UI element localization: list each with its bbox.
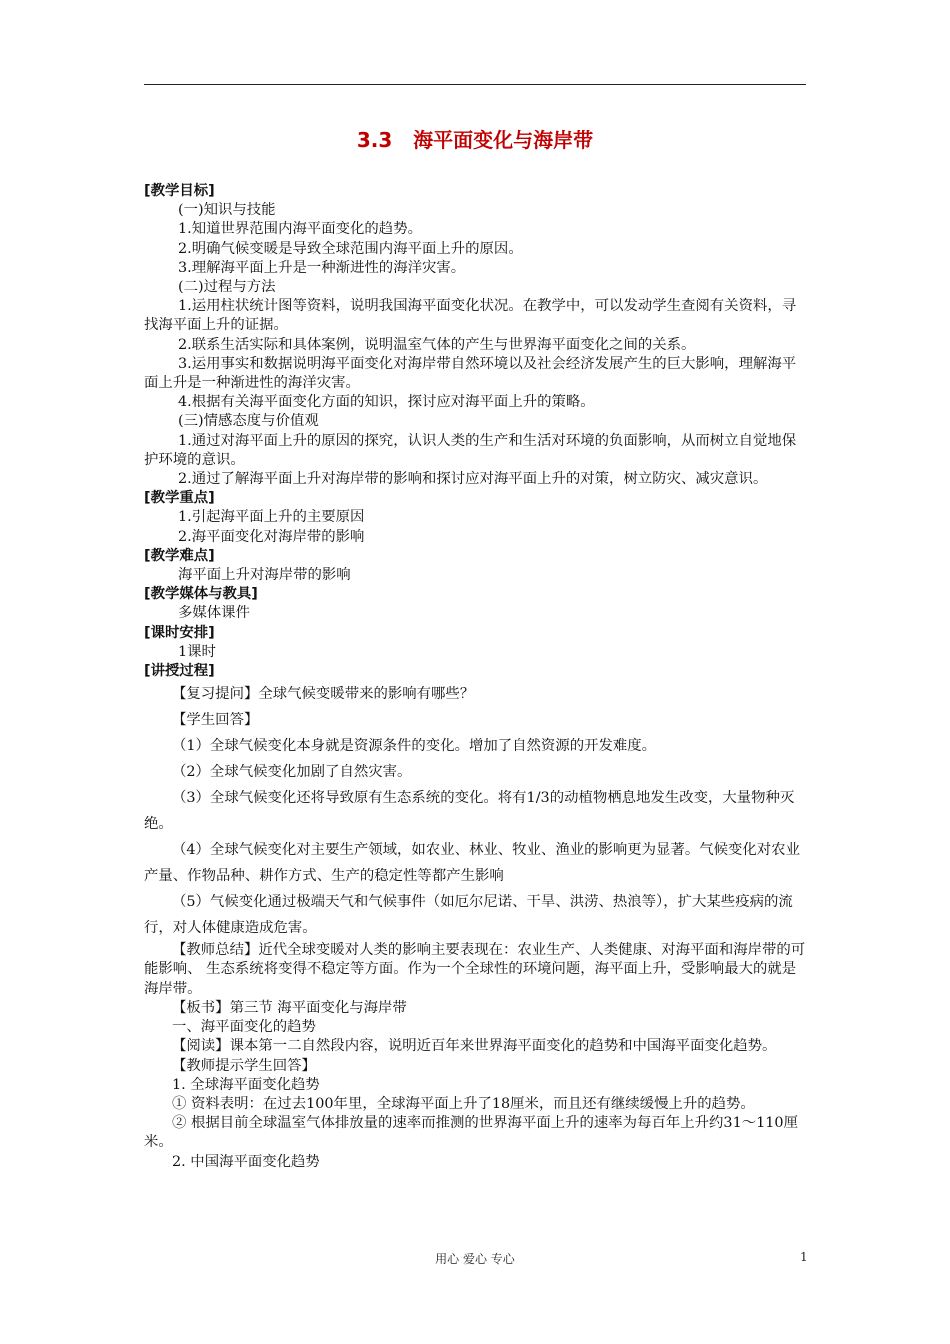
text-line: 2.联系生活实际和具体案例，说明温室气体的产生与世界海平面变化之间的关系。 (178, 336, 696, 353)
text-line: （4）全球气候变化对主要生产领域，如农业、林业、牧业、渔业的影响更为显著。气候变化对农业产量、作物品种、耕作方式、生产的稳定性等都产生影响 (144, 842, 800, 885)
text-line: ② 根据目前全球温室气体排放量的速率而推测的世界海平面上升的速率为每百年上升约31～110厘米。 (144, 1115, 798, 1151)
text-line: 4.根据有关海平面变化方面的知识，探讨应对海平面上升的策略。 (178, 394, 595, 411)
text-line: (一)知识与技能 (178, 202, 276, 219)
text-line: 海平面上升对海岸带的影响 (178, 567, 351, 584)
text-line: 3.理解海平面上升是一种渐进性的海洋灾害。 (178, 259, 466, 276)
text-line: 2.通过了解海平面上升对海岸带的影响和探讨应对海平面上升的对策，树立防灾、减灾意识。 (178, 471, 768, 488)
section-heading: [教学重点] (144, 490, 215, 507)
header-rule (144, 84, 806, 85)
text-line: 1.通过对海平面上升的原因的探究，认识人类的生产和生活对环境的负面影响，从而树立自觉地保护环境的意识。 (144, 432, 797, 468)
text-line: 3.运用事实和数据说明海平面变化对海岸带自然环境以及社会经济发展产生的巨大影响，理解海平面上升是一种渐进性的海洋灾害。 (144, 355, 797, 392)
text-line: 2. 中国海平面变化趋势 (172, 1153, 320, 1170)
text-line: 【学生回答】 (172, 712, 259, 729)
text-line: 多媒体课件 (178, 605, 250, 622)
text-line: 【阅读】课本第一二自然段内容，说明近百年来世界海平面变化的趋势和中国海平面变化趋势。 (172, 1038, 777, 1055)
text-line: 1. 全球海平面变化趋势 (172, 1076, 320, 1093)
text-line: 【教师提示学生回答】 (172, 1057, 316, 1074)
text-line: 1.引起海平面上升的主要原因 (178, 509, 365, 526)
text-line: 【教师总结】近代全球变暖对人类的影响主要表现在：农业生产、人类健康、对海平面和海岸带的可能影响、 生态系统将变得不稳定等方面。作为一个全球性的环境问题，海平面上升，受影响最大的就是海岸带。 (144, 942, 806, 997)
text-line: 一、海平面变化的趋势 (172, 1019, 316, 1036)
text-line: (二)过程与方法 (178, 279, 276, 296)
footer-text: 用心 爱心 专心 (435, 1252, 515, 1266)
section-heading: [教学难点] (144, 547, 215, 564)
section-heading: [教学媒体与教具] (144, 586, 258, 603)
section-heading: [课时安排] (144, 624, 215, 641)
document-body (144, 182, 808, 1172)
section-heading: [教学目标] (144, 183, 215, 199)
text-line: 1.运用柱状统计图等资料，说明我国海平面变化状况。在教学中，可以发动学生查阅有关资料，寻找海平面上升的证据。 (144, 298, 797, 334)
page-number: 1 (800, 1250, 808, 1264)
text-line: （2）全球气候变化加剧了自然灾害。 (172, 764, 412, 781)
text-line: （5）气候变化通过极端天气和气候事件（如厄尔尼诺、干旱、洪涝、热浪等），扩大某些疫病的流行，对人体健康造成危害。 (144, 894, 793, 937)
text-line: 2.海平面变化对海岸带的影响 (178, 528, 365, 545)
text-line: （3）全球气候变化还将导致原有生态系统的变化。将有1/3的动植物栖息地发生改变，大量物种灭绝。 (144, 790, 795, 833)
text-line: ① 资料表明：在过去100年里，全球海平面上升了18厘米，而且还有继续缓慢上升的趋势。 (172, 1095, 755, 1112)
text-line: （1）全球气候变化本身就是资源条件的变化。增加了自然资源的开发难度。 (172, 738, 657, 755)
text-line: 【板书】第三节 海平面变化与海岸带 (172, 999, 407, 1016)
text-line: 【复习提问】全球气候变暖带来的影响有哪些？ (172, 686, 475, 703)
page-title: 3.3 海平面变化与海岸带 (356, 128, 594, 152)
section-heading: [讲授过程] (144, 663, 215, 680)
text-line: 1课时 (178, 643, 216, 660)
text-line: (三)情感态度与价值观 (178, 413, 319, 430)
text-line: 1.知道世界范围内海平面变化的趋势。 (178, 221, 422, 238)
text-line: 2.明确气候变暖是导致全球范围内海平面上升的原因。 (178, 240, 523, 257)
